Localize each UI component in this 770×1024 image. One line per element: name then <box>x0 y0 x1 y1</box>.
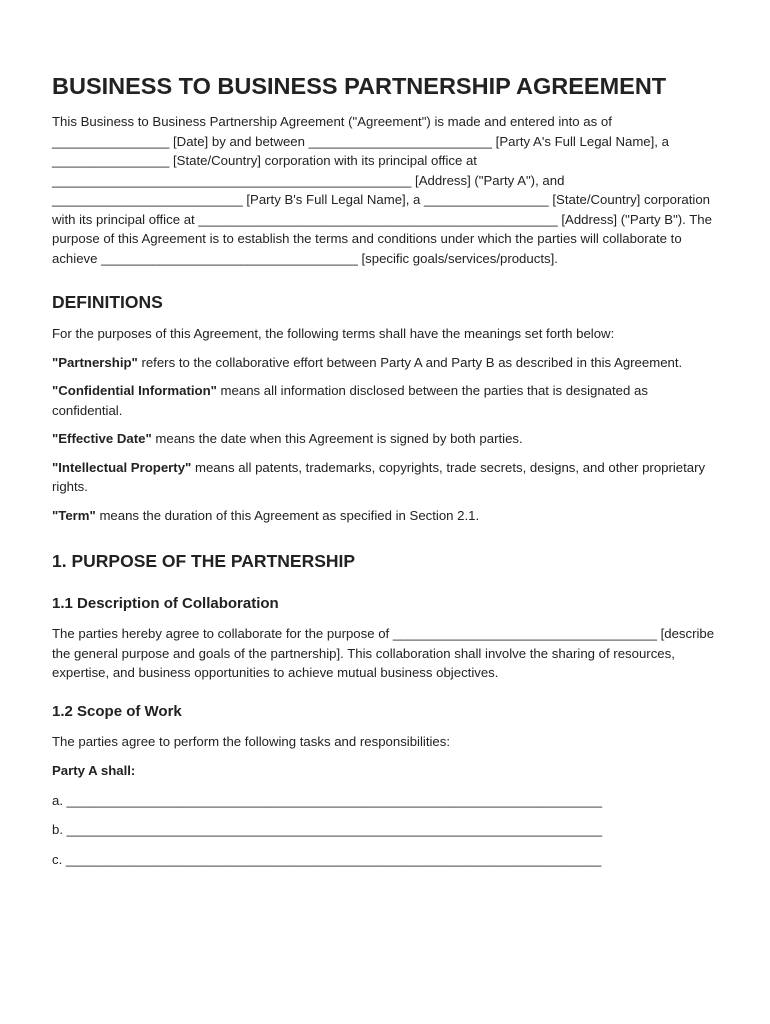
definition-item <box>52 353 720 373</box>
document-page <box>52 70 720 879</box>
definitions-intro: For the purposes of this Agreement, the following terms shall have the meanings set forth below: <box>52 326 615 341</box>
definition-text: refers to the collaborative effort between Party A and Party B as described in this Agreement. <box>137 354 683 370</box>
definition-term: "Term" <box>52 507 96 523</box>
definition-text: means all information disclosed between the parties that is designated as confidential. <box>52 383 648 418</box>
definition-term: "Effective Date" <box>52 431 152 446</box>
task-line-a: a. _________________________________________________________________________ <box>52 792 603 808</box>
document-title: BUSINESS TO BUSINESS PARTNERSHIP AGREEMENT <box>52 73 667 99</box>
section-1-1-heading: 1.1 Description of Collaboration <box>52 595 279 612</box>
definition-item <box>52 381 720 420</box>
section-1-1-text: The parties hereby agree to collaborate for the purpose of ____________________________________ [describe the general purpose and goals of the partnership]. This collaboration shall involve the sharing of resources, expertise, and business opportunities to achieve mutual business objectives. <box>52 626 715 680</box>
definition-text: means the duration of this Agreement as specified in Section 2.1. <box>95 507 480 523</box>
task-line-c: c. _________________________________________________________________________ <box>52 851 602 867</box>
definition-term: "Intellectual Property" <box>52 459 192 475</box>
section-1-2-text: The parties agree to perform the following tasks and responsibilities: <box>52 733 451 749</box>
intro-paragraph: This Business to Business Partnership Agreement ("Agreement") is made and entered into as of ________________ [Date] by and between _________________________ [Party A's Full Legal Name], a ________________ [State/Country] corporation with its principal office at _________________________________________________ [Address] ("Party A"), and __________________________ [Party B's Full Legal Name], a _________________ [State/Country] corporation with its principal office at _________________________________________________ [Address] ("Party B"). The purpose of this Agreement is to establish the terms and conditions under which the parties will collaborate to achieve ___________________________________ [specific goals/services/products]. <box>52 114 712 266</box>
definition-term: "Confidential Information" <box>52 383 217 398</box>
party-a-label-text: Party A shall: <box>52 763 136 778</box>
definition-item <box>52 458 720 497</box>
definition-item <box>52 506 720 526</box>
party-a-label <box>52 761 720 781</box>
definition-item <box>52 429 720 449</box>
definition-text: means the date when this Agreement is signed by both parties. <box>151 431 523 446</box>
definition-term: "Partnership" <box>52 354 138 370</box>
section-1-2-heading: 1.2 Scope of Work <box>52 702 182 720</box>
task-line-b: b. _________________________________________________________________________ <box>52 822 603 837</box>
section-1-heading: 1. PURPOSE OF THE PARTNERSHIP <box>52 551 356 571</box>
definitions-heading: DEFINITIONS <box>52 292 163 312</box>
definition-text: means all patents, trademarks, copyrights, trade secrets, designs, and other proprietary rights. <box>52 459 706 494</box>
